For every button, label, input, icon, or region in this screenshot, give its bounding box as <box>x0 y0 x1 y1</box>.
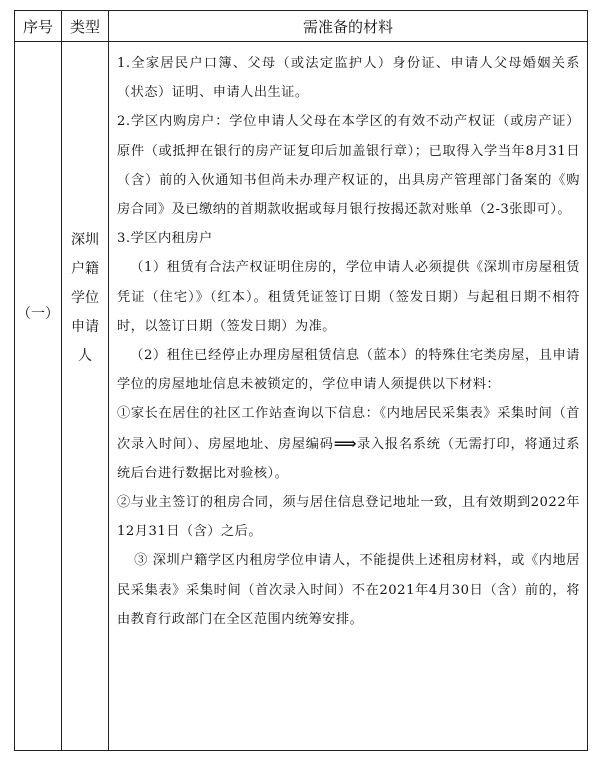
item-3-circle-1 <box>117 399 580 488</box>
item-3-sub-1: （1）租赁有合法产权证明住房的，学位申请人必须提供《深圳市房屋租赁凭证（住宅）》（红本）。租赁凭证签订日期（签发日期）与起租日期不相符时，以签订日期（签发日期）为准。 <box>117 260 580 334</box>
item-3-sub-2: （2）租住已经停止办理房屋租赁信息（蓝本）的特殊住宅类房屋，且申请学位的房屋地址信息未被锁定的，学位申请人须提供以下材料： <box>117 348 580 393</box>
header-seq: 序号 <box>15 11 62 41</box>
item-1-household-documents: 1.全家居民户口簿、父母（或法定监护人）身份证、申请人父母婚姻关系（状态）证明、申请人出生证。 <box>117 56 580 101</box>
type-line: 深圳 <box>71 232 99 248</box>
circle-1-text-a: ①家长在居住的社区工作站查询以下信息：《内地居民采集表》采集时间（首次录入时间）、房屋地址、房屋编码 <box>117 406 580 452</box>
type-cell <box>62 41 109 750</box>
type-line: 申请 <box>71 319 99 335</box>
materials-cell <box>109 41 587 750</box>
type-line: 人 <box>78 348 92 364</box>
type-line: 学位 <box>71 290 99 306</box>
table-header-row <box>15 11 587 42</box>
header-type: 类型 <box>62 11 109 41</box>
circle-1-text-b: 录入报名系统（无需打印，将通过系统后台进行数据比对验核）。 <box>117 436 580 481</box>
seq-cell <box>15 41 62 750</box>
arrow-right-icon: ⟹ <box>333 433 357 453</box>
item-3-renters-title: 3.学区内租房户 <box>117 231 213 247</box>
item-3-circle-3: ③ 深圳户籍学区内租房学位申请人，不能提供上述租房材料，或《内地居民采集表》采集时间（首次录入时间）不在2021年4月30日（含）前的，将由教育行政部门在全区范围内统筹安排。 <box>117 553 580 627</box>
type-label <box>62 226 108 371</box>
item-2-home-owners: 2.学区内购房户：学位申请人父母在本学区的有效不动产权证（或房产证）原件（或抵押在银行的房产证复印后加盖银行章）；已取得入学当年8月31日（含）前的入伙通知书但尚未办理产权证的，出具房产管理部门备案的《购房合同》及已缴纳的首期款收据或每月银行按揭还款对账单（2-3张即可）。 <box>117 114 580 218</box>
seq-number: （一） <box>17 306 59 322</box>
type-line: 户籍 <box>71 261 99 277</box>
table-row <box>15 41 587 750</box>
item-3-circle-2: ②与业主签订的租房合同，须与居住信息登记地址一致，且有效期到2022年12月31日（含）之后。 <box>117 495 580 540</box>
materials-table <box>14 10 588 751</box>
header-materials: 需准备的材料 <box>302 17 393 36</box>
